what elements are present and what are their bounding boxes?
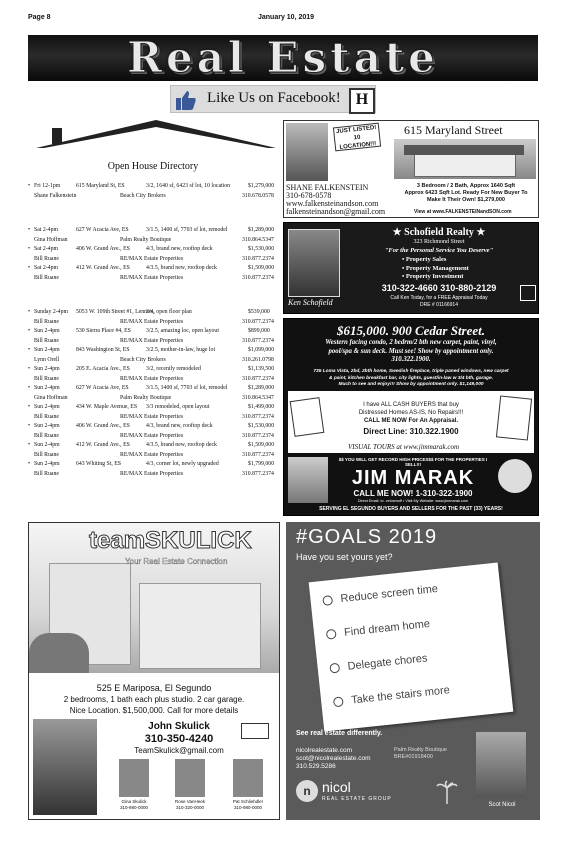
nicol-logo-icon: n <box>296 780 318 802</box>
agent-name: Scot Nicol <box>488 802 516 808</box>
listing-address: 412 W. Grand Ave., ES <box>76 442 130 448</box>
equal-housing-icon <box>520 285 536 301</box>
listing-agent-row <box>28 375 278 385</box>
listing-company: Beach City Brokers <box>120 356 166 363</box>
listing-agent: Gina Hoffman <box>34 236 68 243</box>
listing-time: Sun 2-4pm <box>34 328 60 334</box>
agent-web[interactable]: www.falkensteinandson.com <box>286 199 379 208</box>
listing-company: RE/MAX Estate Properties <box>120 470 184 477</box>
loma-line-2: & paint, kitchen breakfast bar, city lights, guest/in-law w 3/4 bth, garage. <box>329 375 493 381</box>
listing-price: $1,289,000 <box>248 385 275 391</box>
listing-price: $1,509,000 <box>248 442 275 448</box>
team-name-1: Gina Skulick <box>121 799 147 804</box>
goals-phone: 310.529.5286 <box>296 763 336 770</box>
goal-item[interactable] <box>322 583 438 607</box>
listing-agent: Shane Falkenstein <box>34 192 77 199</box>
goal-checkbox-icon[interactable] <box>333 696 344 707</box>
agent-photo <box>33 719 97 815</box>
goals-subtitle: Have you set yours yet? <box>296 552 393 562</box>
listing-phone: 310.877.2374 <box>242 375 274 382</box>
listing-address: 406 W. Grand Ave., ES <box>76 246 130 252</box>
listing-phone: 310.261.0798 <box>242 356 274 363</box>
service-investment: • Property Investment <box>402 273 464 280</box>
call-now: CALL ME NOW! 1-310-322-1900 <box>353 489 473 498</box>
listing-price: $1,499,000 <box>248 404 275 410</box>
listing-agent-row <box>28 318 278 328</box>
agent-photo <box>286 123 328 181</box>
see-differently: See real estate differently. <box>296 730 383 737</box>
listing-desc: 3/2.5, mother-in-law, huge lot <box>146 347 216 353</box>
team-photo-1 <box>119 759 149 797</box>
ad-title: 615 Maryland Street <box>404 123 503 137</box>
listing-row <box>28 441 278 451</box>
listing-bullet: • <box>28 328 31 334</box>
listing-row <box>28 327 278 337</box>
team-photo-3 <box>233 759 263 797</box>
brand-tagline: Your Real Estate Connection <box>125 557 228 566</box>
listing-row <box>28 384 278 394</box>
listing-price: $1,099,000 <box>248 347 275 353</box>
section-title: Real Estate <box>127 33 439 82</box>
listing-agent-row <box>28 337 278 347</box>
listing-company: Palm Realty Boutique <box>120 236 172 243</box>
listing-price: $539,000 <box>248 309 270 315</box>
listing-row <box>28 308 278 318</box>
goal-label: Take the stairs more <box>350 684 451 707</box>
goals-2019-ad[interactable] <box>286 522 540 820</box>
phones: 310-322-4660 310-880-2129 <box>381 283 497 293</box>
listing-desc: 3/4, open floor plan <box>146 309 192 315</box>
listing-agent: Bill Ruane <box>34 274 59 281</box>
listing-price: $1,530,000 <box>248 423 275 429</box>
listing-address: 627 W Acacia Ave, ES <box>76 227 129 233</box>
listing-agent-row <box>28 236 278 246</box>
goal-item[interactable] <box>326 618 431 641</box>
listing-agent-row <box>28 451 278 461</box>
listing-agent-row <box>28 432 278 442</box>
direct-line: Direct Line: 310.322.1900 <box>363 427 459 436</box>
listing-desc: 3/2, 1640 sf, 6423 sf lot, 10 location <box>146 183 231 189</box>
loma-line-1: 735 Loma Vista, 2bd, 2bth home, Swedish fireplace, triple paned windows, new carpet <box>313 369 509 374</box>
listing-address: 5053 W. 109th Street #1, Lennox, <box>76 309 155 315</box>
listing-address: 627 W Acacia Ave, ES <box>76 385 129 391</box>
record-prices: $$ YOU WILL GET RECORD HIGH PRICES$$ FOR THE PROPERTIES I SELL!!! <box>338 457 488 467</box>
listing-phone: 310.877.2374 <box>242 255 274 262</box>
listing-time: Sun 2-4pm <box>34 347 60 353</box>
house-roof-graphic <box>36 118 276 162</box>
listing-bullet: • <box>28 265 31 271</box>
listing-time: Sunday 2-4pm <box>34 309 68 315</box>
listing-company: RE/MAX Estate Properties <box>120 255 184 262</box>
listing-company: RE/MAX Estate Properties <box>120 413 184 420</box>
listing-agent: Lynn Orell <box>34 356 60 363</box>
agent-name: JIM MARAK <box>351 467 475 489</box>
listing-time: Sun 2-4pm <box>34 404 60 410</box>
listing-agent-row <box>28 394 278 404</box>
agent-photo <box>288 457 328 503</box>
listing-bullet: • <box>28 442 31 448</box>
listing-desc: 3/2.5, amazing loc, open layout <box>146 328 219 334</box>
goal-label: Find dream home <box>343 617 431 639</box>
property-desc-1: 2 bedrooms, 1 bath each plus studio. 2 car garage. <box>63 695 245 704</box>
listing-row <box>28 460 278 470</box>
listing-desc: 3/1.5, 1400 sf, 7703 sf lot, remodel <box>146 227 228 233</box>
team-photo-2 <box>175 759 205 797</box>
listing-company: RE/MAX Estate Properties <box>120 337 184 344</box>
listing-desc: 4/3, brand new, rooftop deck <box>146 246 213 252</box>
nicol-logo-sub: REAL ESTATE GROUP <box>322 796 392 802</box>
listing-phone: 310.877.2374 <box>242 413 274 420</box>
listing-agent: Bill Ruane <box>34 255 59 262</box>
serving-line: SERVING EL SEGUNDO BUYERS AND SELLERS FOR THE PAST (33) YEARS! <box>319 506 503 512</box>
listing-group <box>28 226 278 283</box>
agent-photo <box>476 732 526 798</box>
listing-row <box>28 422 278 432</box>
agent-phone: 310-678-0578 <box>286 191 332 200</box>
listing-bullet: • <box>28 461 31 467</box>
listing-phone: 310.877.2374 <box>242 470 274 477</box>
listing-desc: 4/3.5, brand new, rooftop deck <box>146 442 217 448</box>
listing-desc: 3/3 remodeled, open layout <box>146 404 210 410</box>
listing-desc: 4/3, brand new, rooftop deck <box>146 423 213 429</box>
listing-price: $1,289,000 <box>248 227 275 233</box>
listing-company: Beach City Brokers <box>120 192 166 199</box>
listing-time: Sun 2-4pm <box>34 385 60 391</box>
agent-phone: 310-350-4240 <box>144 733 214 745</box>
brand-name: teamSKULICK <box>89 527 252 554</box>
listing-row <box>28 245 278 255</box>
cash-line-1: I have ALL CASH BUYERS that buy <box>363 402 459 408</box>
listing-agent: Bill Ruane <box>34 432 59 439</box>
listing-agent-row <box>28 255 278 265</box>
listing-desc: 4/3, corner lot, newly upgraded <box>146 461 219 467</box>
listing-address: 643 Whiting St, ES <box>76 461 121 467</box>
listing-agent-row <box>28 470 278 480</box>
dre-logo <box>241 723 269 739</box>
listing-row <box>28 403 278 413</box>
listing-agent: Bill Ruane <box>34 318 59 325</box>
goal-label: Delegate chores <box>347 652 429 673</box>
listing-time: Sat 2-4pm <box>34 227 58 233</box>
listing-time: Sun 2-4pm <box>34 366 60 372</box>
listing-address: 843 Washington St, ES <box>76 347 130 353</box>
nicol-logo-text: nicol <box>322 779 351 795</box>
team-phone-2: 310-320-0000 <box>175 804 205 810</box>
listing-desc: 3/1.5, 1400 sf, 7703 sf lot, remodel <box>146 385 228 391</box>
goal-label: Reduce screen time <box>339 582 439 606</box>
team-skulick-ad[interactable] <box>28 522 280 820</box>
goal-item[interactable] <box>329 652 428 674</box>
agent-email[interactable]: falkensteinandson@gmail.com <box>286 207 386 216</box>
listing-bullet: • <box>28 366 31 372</box>
newspaper-logo: H <box>349 88 375 114</box>
service-sales: • Property Sales <box>402 256 447 263</box>
listing-agent: Gina Hoffman <box>34 394 68 401</box>
cash-line-3: CALL ME NOW For An Appraisal. <box>363 418 459 424</box>
listing-price: $1,509,000 <box>248 265 275 271</box>
listing-time: Sat 2-4pm <box>34 265 58 271</box>
listing-company: RE/MAX Estate Properties <box>120 274 184 281</box>
listing-phone: 310.877.2374 <box>242 337 274 344</box>
listing-time: Sun 2-4pm <box>34 423 60 429</box>
call-line: Call Ken Today, for a FREE Appraisal Today <box>390 295 488 301</box>
listing-price: $1,139,500 <box>248 366 275 372</box>
issue-date: January 10, 2019 <box>258 14 315 21</box>
listing-row <box>28 346 278 356</box>
listing-address: 530 Sierra Place #4, ES <box>76 328 131 334</box>
property-desc-2: Nice Location. $1,500,000. Call for more details <box>69 706 239 715</box>
listing-bullet: • <box>28 423 31 429</box>
listing-agent: Bill Ruane <box>34 470 59 477</box>
team-phone-1: 310-980-0000 <box>119 804 149 810</box>
listing-desc: 4/3.5, brand new, rooftop deck <box>146 265 217 271</box>
listing-agent: Bill Ruane <box>34 451 59 458</box>
listing-row <box>28 264 278 274</box>
thumbs-up-icon <box>175 89 197 111</box>
goals-web[interactable]: nicolrealestate.com <box>296 747 352 754</box>
email-website: Direct Email: to. velosmoff • Visit My Website: www.jimmarak.com <box>357 499 469 503</box>
agent-name: SHANE FALKENSTEIN <box>286 183 369 192</box>
listing-time: Sun 2-4pm <box>34 461 60 467</box>
realty-title: ★ Schofield Realty ★ <box>392 227 486 238</box>
listing-agent-row <box>28 192 278 202</box>
note-card-right <box>496 395 532 440</box>
team-name-2: Rose VanHeek <box>175 799 205 804</box>
goals-email[interactable]: scot@nicolrealestate.com <box>296 755 371 762</box>
listing-company: Palm Realty Boutique <box>120 394 172 401</box>
goal-checkbox-icon[interactable] <box>326 629 337 640</box>
agent-photo <box>288 229 340 297</box>
listing-company: RE/MAX Estate Properties <box>120 318 184 325</box>
open-house-title: Open House Directory <box>107 161 199 172</box>
dre-number: DRE # 01166914 <box>420 302 458 308</box>
listing-bullet: • <box>28 347 31 353</box>
listing-group <box>28 182 278 201</box>
listing-bullet: • <box>28 227 31 233</box>
listing-bullet: • <box>28 246 31 252</box>
agent-email[interactable]: TeamSkulick@gmail.com <box>134 746 224 755</box>
listing-row <box>28 226 278 236</box>
palm-tree-icon <box>436 780 458 804</box>
detail-line-1: 3 Bedroom / 2 Bath, Approx 1640 Sqft <box>416 183 516 189</box>
listing-address: 615 Maryland St, ES <box>76 183 125 189</box>
listing-address: 205 E. Acacia Ave., ES <box>76 366 130 372</box>
note-card-left <box>290 397 325 437</box>
listing-price: $1,530,000 <box>248 246 275 252</box>
listing-bullet: • <box>28 183 31 189</box>
team-phone-3: 310-980-0000 <box>233 804 263 810</box>
listing-agent: Bill Ruane <box>34 375 59 382</box>
just-listed-badge: JUST LISTED! 10 LOCATION!!! <box>333 123 381 152</box>
goals-company: Palm Realty Boutique <box>394 747 447 753</box>
headline: $615,000. 900 Cedar Street. <box>336 323 486 338</box>
cedar-line-2: pool/spa & sun deck. Must see! Show by appointment only. <box>328 347 494 355</box>
listing-group <box>28 308 278 479</box>
listing-company: RE/MAX Estate Properties <box>120 375 184 382</box>
goal-checkbox-icon[interactable] <box>322 595 333 606</box>
goals-bre: BRE#01918400 <box>394 754 433 760</box>
listing-phone: 310.864.5347 <box>242 394 274 401</box>
listing-desc: 3/2, recently remodeled <box>146 366 201 372</box>
listing-time: Sun 2-4pm <box>34 442 60 448</box>
listing-time: Sat 2-4pm <box>34 246 58 252</box>
cedar-line-1: Western facing condo, 2 bedrm/2 bth new carpet, paint, vinyl, <box>325 339 497 346</box>
listing-agent-row <box>28 413 278 423</box>
property-address: 525 E Mariposa, El Segundo <box>96 683 212 693</box>
listing-bullet: • <box>28 404 31 410</box>
house-photo <box>394 139 536 179</box>
facebook-bar[interactable] <box>170 85 376 113</box>
visual-tours[interactable]: VISUAL TOURS at www.jimmarak.com <box>348 443 460 451</box>
page-header <box>28 14 538 26</box>
goal-item[interactable] <box>333 684 451 708</box>
team-name-3: Pat Schliehdler <box>232 799 264 804</box>
loma-line-3: Much to see and enjoy!!! Show by appointment only. $1,149,000 <box>338 382 484 387</box>
view-link[interactable]: View at www.FALKENSTEINandSON.com <box>414 209 512 215</box>
listing-address: 412 W. Grand Ave., ES <box>76 265 130 271</box>
listing-phone: 310.877.2374 <box>242 274 274 281</box>
listing-phone: 310.877.2374 <box>242 318 274 325</box>
listing-price: $1,799,000 <box>248 461 275 467</box>
listing-bullet: • <box>28 309 31 315</box>
service-management: • Property Management <box>402 264 469 272</box>
listing-bullet: • <box>28 385 31 391</box>
listing-phone: 310.678.0578 <box>242 192 274 199</box>
section-banner <box>28 35 538 81</box>
schofield-realty-ad[interactable] <box>283 222 539 314</box>
listing-agent: Bill Ruane <box>34 337 59 344</box>
listing-company: RE/MAX Estate Properties <box>120 432 184 439</box>
facebook-text: Like Us on Facebook! <box>207 90 341 106</box>
goal-checkbox-icon[interactable] <box>329 663 340 674</box>
listing-address: 406 W. Grand Ave., ES <box>76 423 130 429</box>
jim-marak-ad[interactable] <box>283 318 539 516</box>
page-number: Page 8 <box>28 14 51 21</box>
cash-line-2: Distressed Homes AS-IS, No Repairs!!! <box>358 410 464 416</box>
listing-time: Fri 12-1pm <box>34 183 61 189</box>
listing-agent-row <box>28 274 278 284</box>
listing-company: RE/MAX Estate Properties <box>120 451 184 458</box>
listing-row <box>28 365 278 375</box>
listing-phone: 310.864.5347 <box>242 236 274 243</box>
listing-price: $1,279,000 <box>248 183 275 189</box>
cedar-line-3: 310.322.1900. <box>391 356 431 363</box>
listing-phone: 310.877.2374 <box>242 451 274 458</box>
realty-address: 323 Richmond Street <box>413 239 465 245</box>
remax-balloon-icon <box>498 459 532 493</box>
listing-address: 434 W. Maple Avenue, ES <box>76 404 138 410</box>
goals-title: #GOALS 2019 <box>296 526 438 548</box>
agent-name: Ken Schofield <box>288 298 333 307</box>
tagline: "For the Personal Service You Deserve" <box>384 247 494 254</box>
detail-line-2: Approx 6423 Sqft Lot. Ready For New Buyer To <box>404 190 528 196</box>
listing-price: $899,000 <box>248 328 270 334</box>
goals-note <box>309 562 514 731</box>
listing-agent: Bill Ruane <box>34 413 59 420</box>
detail-line-3: Make It Their Own! $1,279,000 <box>427 197 505 203</box>
listing-row <box>28 182 278 192</box>
agent-name: John Skulick <box>148 721 210 732</box>
listing-agent-row <box>28 356 278 366</box>
maryland-street-ad[interactable] <box>283 120 539 218</box>
listing-phone: 310.877.2374 <box>242 432 274 439</box>
